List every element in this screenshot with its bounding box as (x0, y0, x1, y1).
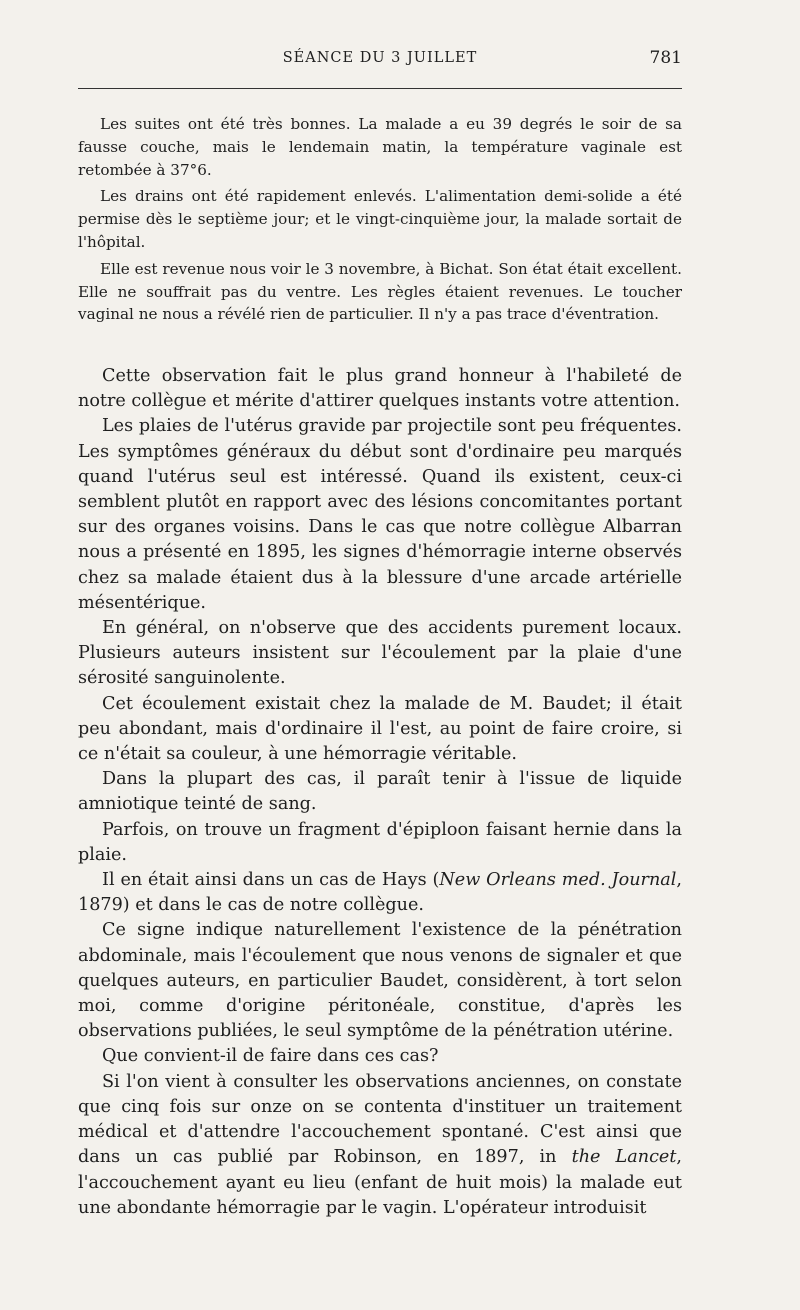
text-run: , 1879) et dans le cas de notre collègue. (78, 870, 682, 916)
text-run: , l'accouchement ayant eu lieu (enfant de huit mois) la malade eut une abondante hémorragie par le vagin. L'opérateur introduisit (78, 1147, 682, 1218)
body-paragraph: Parfois, on trouve un fragment d'épiploon faisant hernie dans la plaie. (78, 819, 682, 865)
case-report-paragraph: Elle est revenue nous voir le 3 novembre, à Bichat. Son état était excellent. Elle ne souffrait pas du ventre. Les règles étaient revenues. Le toucher vaginal ne nous a révélé rien de particulier. Il n'y a pas trace d'éventration. (78, 259, 682, 324)
body-paragraph: Cet écoulement existait chez la malade de M. Baudet; il était peu abondant, mais d'ordinaire il l'est, au point de faire croire, si ce n'était sa couleur, à une hémorragie véritable. (78, 693, 682, 765)
body-paragraph: Cette observation fait le plus grand honneur à l'habileté de notre collègue et mérite d'attirer quelques instants votre attention. (78, 366, 682, 412)
header-rule (78, 88, 682, 89)
case-report-paragraph: Les drains ont été rapidement enlevés. L'alimentation demi-solide a été permise dès le septième jour; et le vingt-cinquième jour, la malade sortait de l'hôpital. (78, 187, 682, 251)
main-text-block (78, 364, 682, 1221)
journal-title: New Orleans med. Journal (439, 870, 677, 891)
body-paragraph (78, 1070, 682, 1221)
body-paragraph: Que convient-il de faire dans ces cas? (102, 1046, 439, 1067)
case-report-block (78, 113, 682, 326)
case-report-paragraph: Les suites ont été très bonnes. La malade a eu 39 degrés le soir de sa fausse couche, mais le lendemain matin, la température vaginale est retombée à 37°6. (78, 115, 682, 179)
page-number: 781 (649, 48, 682, 68)
text-run: Il en était ainsi dans un cas de Hays ( (102, 870, 440, 891)
body-paragraph (78, 868, 682, 918)
running-title: SÉANCE DU 3 JUILLET (282, 50, 478, 66)
page-header (78, 48, 682, 72)
journal-title: the Lancet (571, 1147, 677, 1168)
body-paragraph: Les plaies de l'utérus gravide par projectile sont peu fréquentes. Les symptômes généraux du début sont d'ordinaire peu marqués quand l'utérus seul est intéressé. Quand ils existent, ceux-ci semblent plutôt en rapport avec des lésions concomitantes portant sur des organes voisins. Dans le cas que notre collègue Albarran nous a présenté en 1895, les signes d'hémorragie interne observés chez sa malade étaient dus à la blessure d'une arcade artérielle mésentérique. (78, 416, 682, 613)
body-paragraph: Dans la plupart des cas, il paraît tenir à l'issue de liquide amniotique teinté de sang. (78, 769, 682, 815)
body-paragraph: En général, on n'observe que des accidents purement locaux. Plusieurs auteurs insistent sur l'écoulement par la plaie d'une sérosité sanguinolente. (78, 618, 682, 689)
body-paragraph: Ce signe indique naturellement l'existence de la pénétration abdominale, mais l'écoulement que nous venons de signaler et que quelques auteurs, en particulier Baudet, considèrent, à tort selon moi, comme d'origine péritonéale, constitue, d'après les observations publiées, le seul symptôme de la pénétration utérine. (78, 920, 682, 1042)
text-run: Si l'on vient à consulter les observations anciennes, on constate que cinq fois sur onze on se contenta d'instituer un traitement médical et d'attendre l'accouchement spontané. C'est ainsi que dans un cas publié par Robinson, en 1897, in (78, 1071, 682, 1168)
